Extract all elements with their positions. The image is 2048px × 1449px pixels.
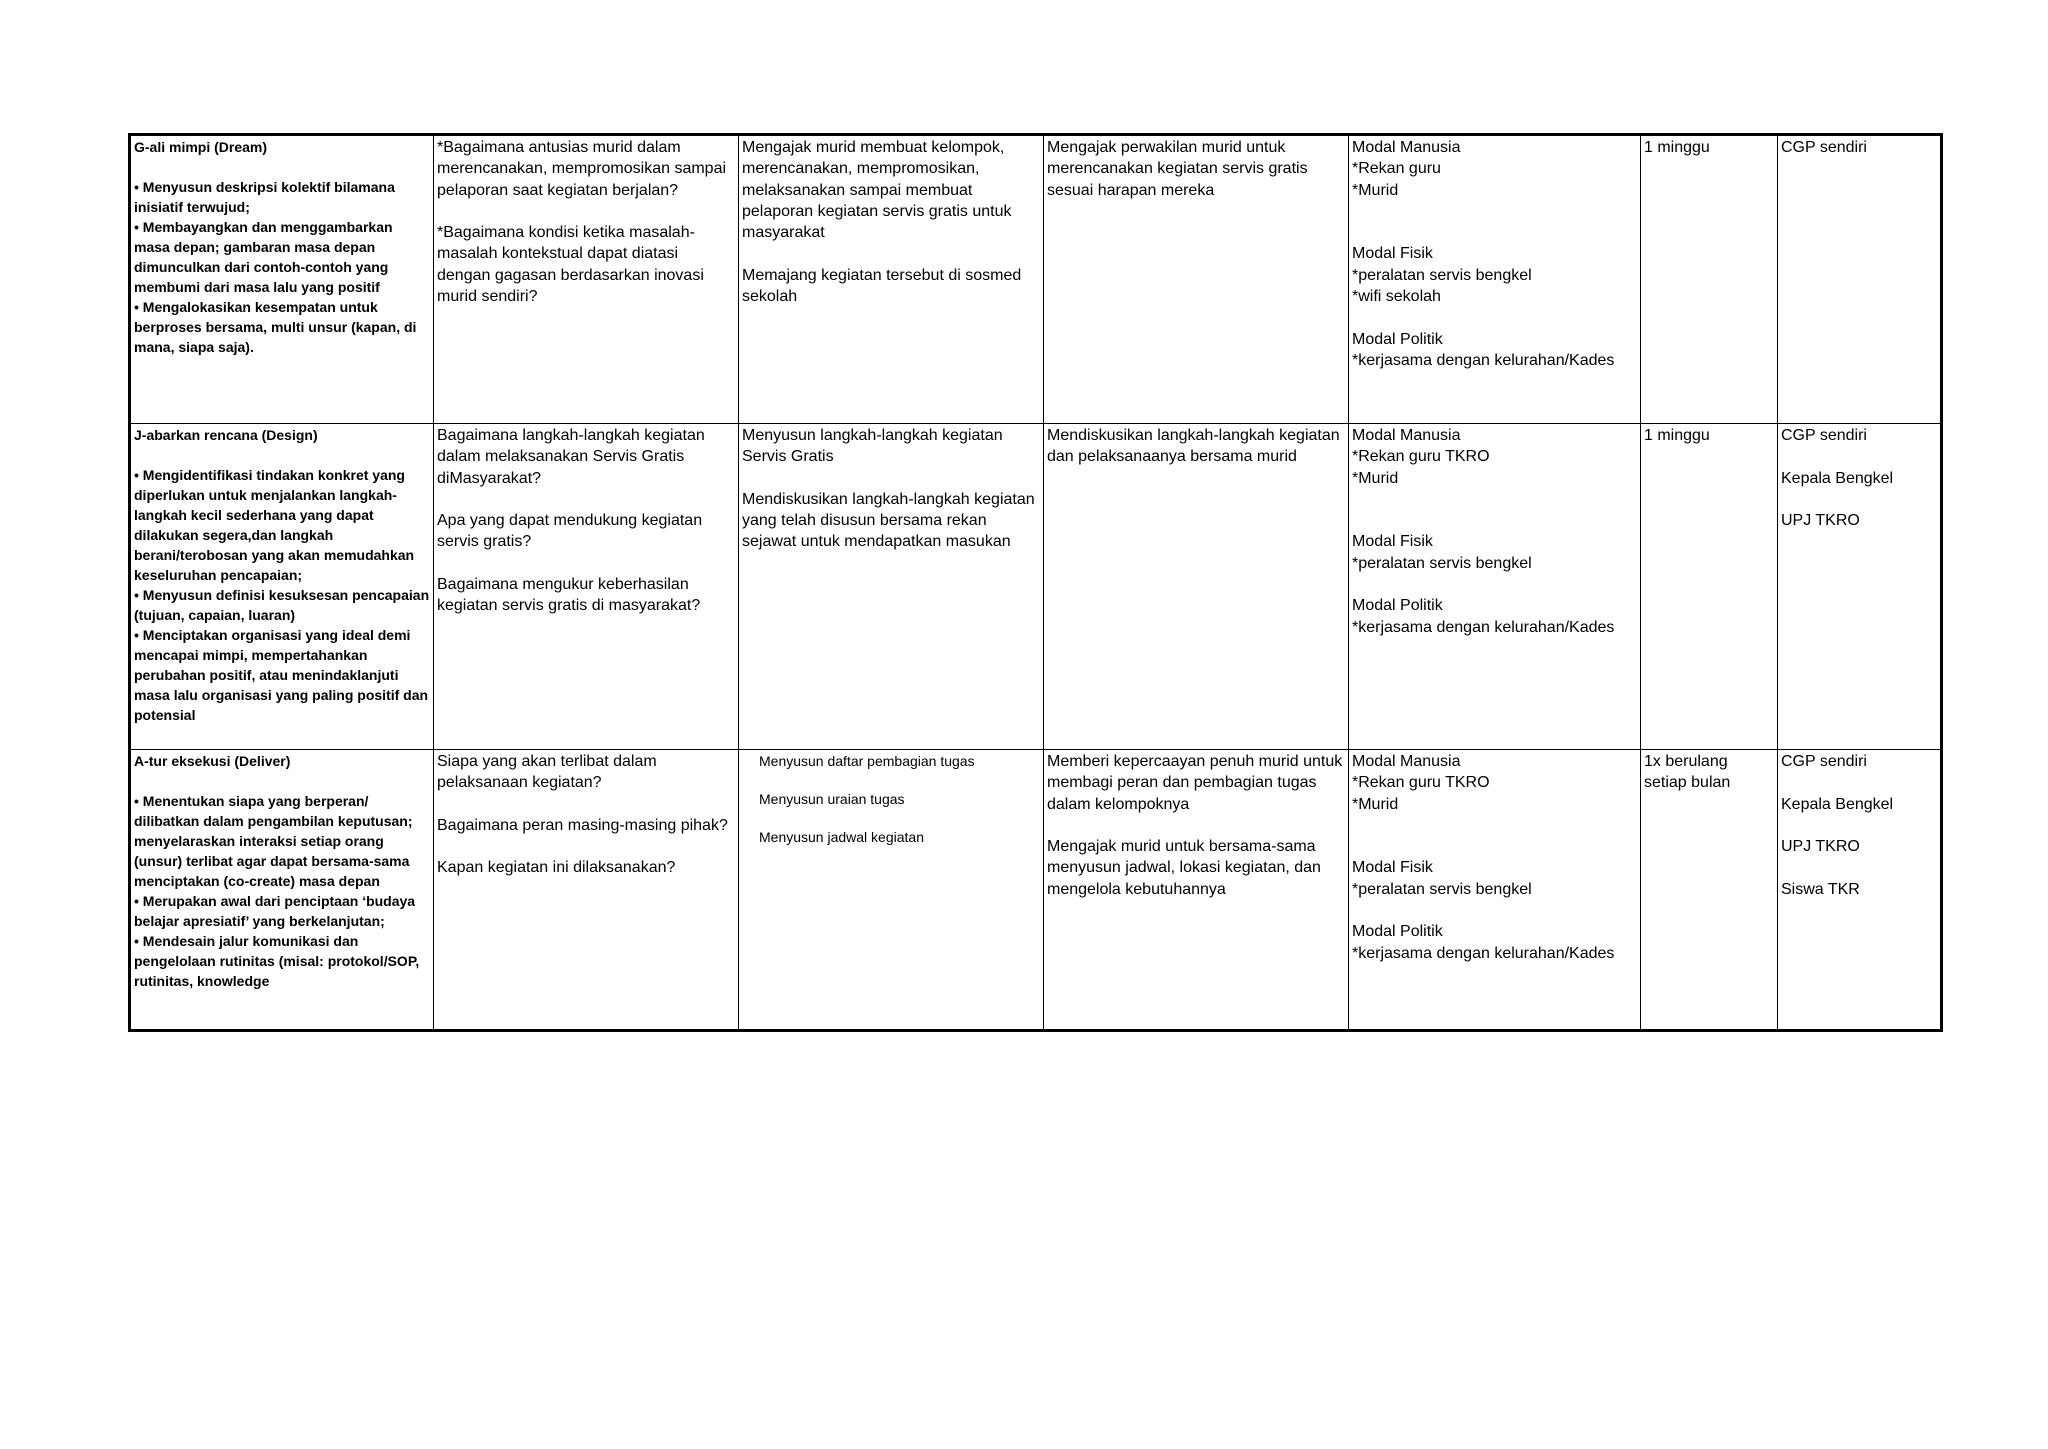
question-text: Siapa yang akan terlibat dalam pelaksanaan kegiatan? [437,753,657,792]
time-text: 1 minggu [1644,139,1710,156]
stage-cell [130,424,434,750]
resource-item: *wifi sekolah [1352,288,1441,306]
action-text: Mendiskusikan langkah-langkah kegiatan yang telah disusun bersama rekan sejawat untuk mendapatkan masukan [742,490,1035,551]
student-voice-text: Mendiskusikan langkah-langkah kegiatan dan pelaksanaanya bersama murid [1047,427,1340,466]
resource-item: *Murid [1352,469,1399,487]
resource-heading: Modal Manusia [1352,753,1461,770]
resource-heading: Modal Manusia [1352,427,1461,444]
resource-heading: Modal Politik [1352,330,1443,348]
stage-bullet: • Membayangkan dan menggambarkan masa depan; gambaran masa depan dimunculkan dari contoh-contoh yang membumi dari masa lalu yang positif [134,219,393,295]
resource-heading: Modal Fisik [1352,859,1433,877]
action-text: Memajang kegiatan tersebut di sosmed sekolah [742,266,1022,306]
stage-bullet: • Menentukan siapa yang berperan/ dilibatkan dalam pengambilan keputusan; menyelaraskan interaksi setiap orang (unsur) terlibat agar dapat bersama-sama menciptakan (co-create) masa depan [134,793,413,889]
resource-item: *kerjasama dengan kelurahan/Kades [1352,351,1615,369]
pic-text: Kepala Bengkel [1781,795,1894,813]
questions-cell [434,750,739,1031]
resource-heading: Modal Fisik [1352,245,1433,263]
stage-bullet: • Mengalokasikan kesempatan untuk berproses bersama, multi unsur (kapan, di mana, siapa saja). [134,299,417,355]
pic-cell [1778,750,1942,1031]
question-text: Bagaimana peran masing-masing pihak? [437,816,728,834]
questions-cell [434,135,739,424]
actions-cell [739,135,1044,424]
question-text: Kapan kegiatan ini dilaksanakan? [437,859,676,877]
action-text: Menyusun jadwal kegiatan [759,829,924,845]
student-voice-cell [1044,424,1349,750]
time-text: 1x berulang setiap bulan [1644,753,1731,792]
table-row-design [130,424,1942,750]
time-cell [1641,135,1778,424]
stage-bullet: • Merupakan awal dari penciptaan ‘budaya belajar apresiatif’ yang berkelanjutan; [134,893,416,929]
resource-item: *Rekan guru [1352,160,1441,178]
resource-heading: Modal Manusia [1352,139,1461,156]
resource-item: *kerjasama dengan kelurahan/Kades [1352,618,1615,636]
resource-item: *kerjasama dengan kelurahan/Kades [1352,944,1615,962]
time-text: 1 minggu [1644,427,1710,444]
pic-text: CGP sendiri [1781,427,1867,444]
student-voice-cell [1044,135,1349,424]
student-voice-text: Memberi kepercaayan penuh murid untuk membagi peran dan pembagian tugas dalam kelompoknya [1047,753,1343,813]
student-voice-cell [1044,750,1349,1031]
resource-item: *Rekan guru TKRO [1352,448,1490,466]
stage-cell [130,135,434,424]
student-voice-text: Mengajak perwakilan murid untuk merencanakan kegiatan servis gratis sesuai harapan mereka [1047,139,1308,199]
question-text: *Bagaimana antusias murid dalam merencanakan, mempromosikan sampai pelaporan saat kegiatan berjalan? [437,139,727,199]
resource-item: *Rekan guru TKRO [1352,774,1490,792]
stage-bullet: • Mengidentifikasi tindakan konkret yang diperlukan untuk menjalankan langkah-langkah kecil sederhana yang dapat dilakukan segera,dan langkah berani/terobosan yang akan memudahkan keseluruhan pencapaian; [134,467,415,583]
stage-bullet: • Menyusun definisi kesuksesan pencapaian (tujuan, capaian, luaran) [134,587,430,623]
pic-text: CGP sendiri [1781,139,1867,156]
question-text: *Bagaimana kondisi ketika masalah-masalah kontekstual dapat diatasi dengan gagasan berdasarkan inovasi murid sendiri? [437,224,704,306]
actions-cell [739,750,1044,1031]
action-text: Menyusun uraian tugas [759,791,905,807]
resource-item: *Murid [1352,181,1399,199]
stage-title: J-abarkan rencana (Design) [134,427,318,443]
resource-item: *peralatan servis bengkel [1352,880,1532,898]
pic-text: UPJ TKRO [1781,512,1860,530]
action-plan-table [128,133,1943,1032]
resource-heading: Modal Fisik [1352,533,1433,551]
action-text: Menyusun langkah-langkah kegiatan Servis Gratis [742,427,1003,466]
table-row-deliver [130,750,1942,1031]
resource-heading: Modal Politik [1352,923,1443,941]
stage-bullet: • Menciptakan organisasi yang ideal demi mencapai mimpi, mempertahankan perubahan positif, atau menindaklanjuti masa lalu organisasi yang paling positif dan potensial [134,627,429,723]
time-cell [1641,750,1778,1031]
action-text: Menyusun daftar pembagian tugas [759,753,975,769]
stage-title: A-tur eksekusi (Deliver) [134,753,291,769]
resource-item: *peralatan servis bengkel [1352,554,1532,572]
stage-bullet: • Menyusun deskripsi kolektif bilamana inisiatif terwujud; [134,179,395,215]
resources-cell [1349,135,1641,424]
actions-cell [739,424,1044,750]
resources-cell [1349,750,1641,1031]
resource-item: *peralatan servis bengkel [1352,266,1532,284]
question-text: Bagaimana mengukur keberhasilan kegiatan servis gratis di masyarakat? [437,576,701,615]
stage-bullet: • Mendesain jalur komunikasi dan pengelolaan rutinitas (misal: protokol/SOP, rutinitas, knowledge [134,933,420,989]
resource-item: *Murid [1352,795,1399,813]
time-cell [1641,424,1778,750]
pic-text: UPJ TKRO [1781,838,1860,856]
question-text: Apa yang dapat mendukung kegiatan servis gratis? [437,512,703,551]
pic-cell [1778,135,1942,424]
resource-heading: Modal Politik [1352,597,1443,615]
stage-cell [130,750,434,1031]
pic-text: Kepala Bengkel [1781,469,1894,487]
stage-title: G-ali mimpi (Dream) [134,139,268,155]
question-text: Bagaimana langkah-langkah kegiatan dalam melaksanakan Servis Gratis diMasyarakat? [437,427,705,487]
action-text: Mengajak murid membuat kelompok, merencanakan, mempromosikan, melaksanakan sampai membuat pelaporan kegiatan servis gratis untuk masyarakat [742,139,1012,242]
pic-text: Siswa TKR [1781,880,1860,898]
pic-text: CGP sendiri [1781,753,1867,770]
student-voice-text: Mengajak murid untuk bersama-sama menyusun jadwal, lokasi kegiatan, dan mengelola kebutuhannya [1047,838,1321,898]
pic-cell [1778,424,1942,750]
table-row-dream [130,135,1942,424]
resources-cell [1349,424,1641,750]
questions-cell [434,424,739,750]
